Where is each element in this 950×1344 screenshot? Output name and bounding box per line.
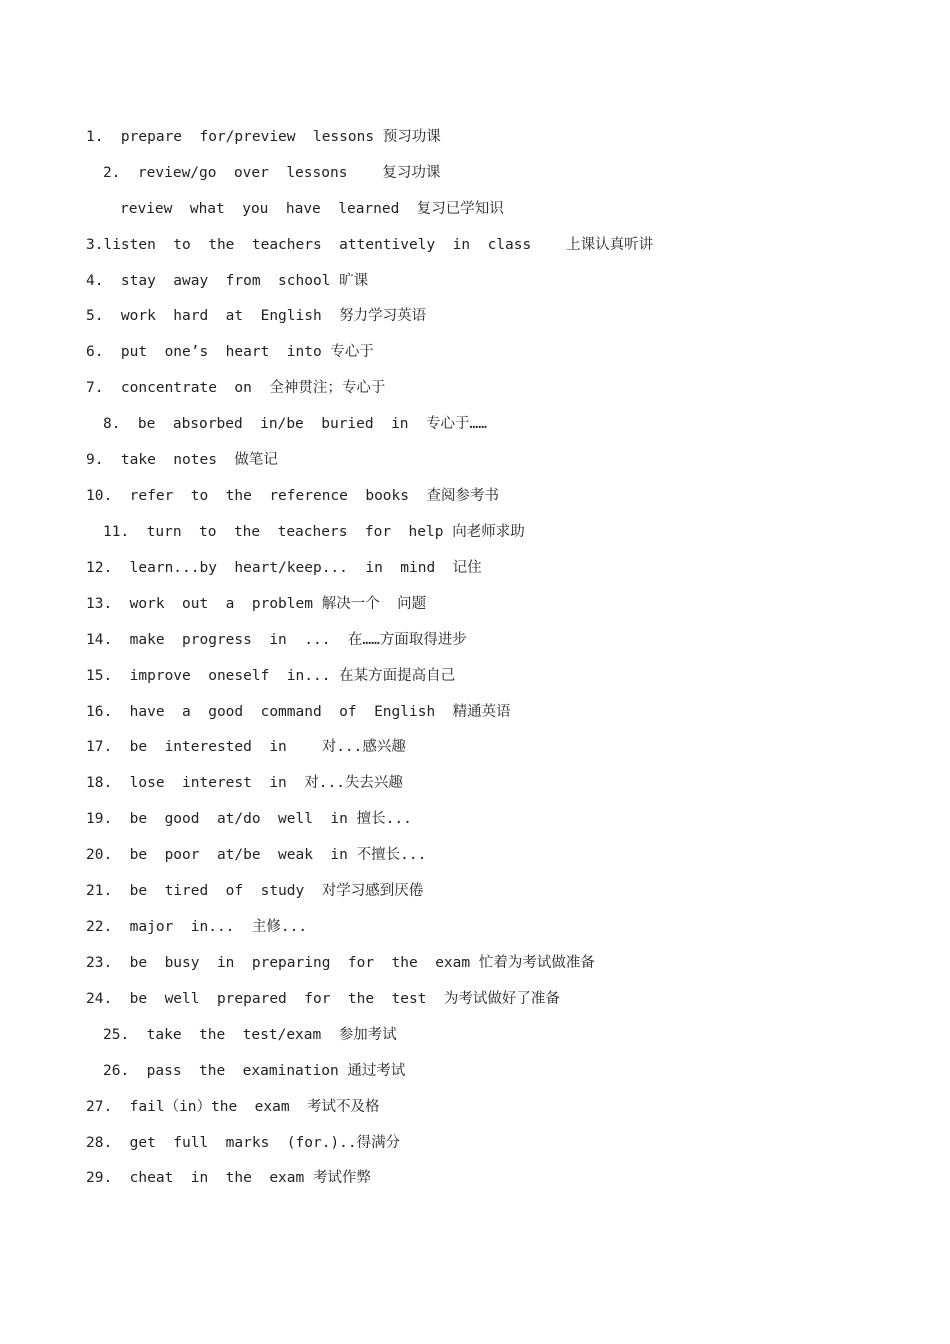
list-item: 29. cheat in the exam 考试作弊 (86, 1170, 371, 1186)
list-item: 25. take the test/exam 参加考试 (103, 1027, 397, 1043)
list-item: 13. work out a problem 解决一个 问题 (86, 596, 427, 612)
list-item: 24. be well prepared for the test 为考试做好了准备 (86, 991, 560, 1007)
list-item: 5. work hard at English 努力学习英语 (86, 308, 427, 324)
list-item: 15. improve oneself in... 在某方面提高自己 (86, 668, 456, 684)
list-item: 7. concentrate on 全神贯注；专心于 (86, 380, 386, 396)
list-item: 9. take notes 做笔记 (86, 452, 278, 468)
list-item: 20. be poor at/be weak in 不擅长... (86, 847, 427, 863)
list-item: 22. major in... 主修... (86, 919, 308, 935)
list-item: 21. be tired of study 对学习感到厌倦 (86, 883, 424, 899)
list-item: 19. be good at/do well in 擅长... (86, 811, 412, 827)
list-item: 10. refer to the reference books 查阅参考书 (86, 488, 499, 504)
list-item: 11. turn to the teachers for help 向老师求助 (103, 524, 525, 540)
list-item: review what you have learned 复习已学知识 (120, 201, 504, 217)
list-item: 2. review/go over lessons 复习功课 (103, 165, 441, 181)
list-item: 23. be busy in preparing for the exam 忙着为考试做准备 (86, 955, 595, 971)
list-item: 8. be absorbed in/be buried in 专心于…… (103, 416, 487, 432)
list-item: 16. have a good command of English 精通英语 (86, 704, 511, 720)
list-item: 26. pass the examination 通过考试 (103, 1063, 406, 1079)
list-item: 12. learn...by heart/keep... in mind 记住 (86, 560, 482, 576)
list-item: 17. be interested in 对...感兴趣 (86, 739, 406, 755)
list-item: 4. stay away from school 旷课 (86, 273, 369, 289)
list-item: 3.listen to the teachers attentively in class 上课认真听讲 (86, 237, 654, 253)
list-item: 27. fail（in）the exam 考试不及格 (86, 1099, 380, 1115)
list-item: 18. lose interest in 对...失去兴趣 (86, 775, 403, 791)
list-item: 14. make progress in ... 在……方面取得进步 (86, 632, 467, 648)
list-item: 28. get full marks (for.)..得满分 (86, 1135, 401, 1151)
list-item: 6. put one’s heart into 专心于 (86, 344, 374, 360)
list-item: 1. prepare for/preview lessons 预习功课 (86, 129, 441, 145)
